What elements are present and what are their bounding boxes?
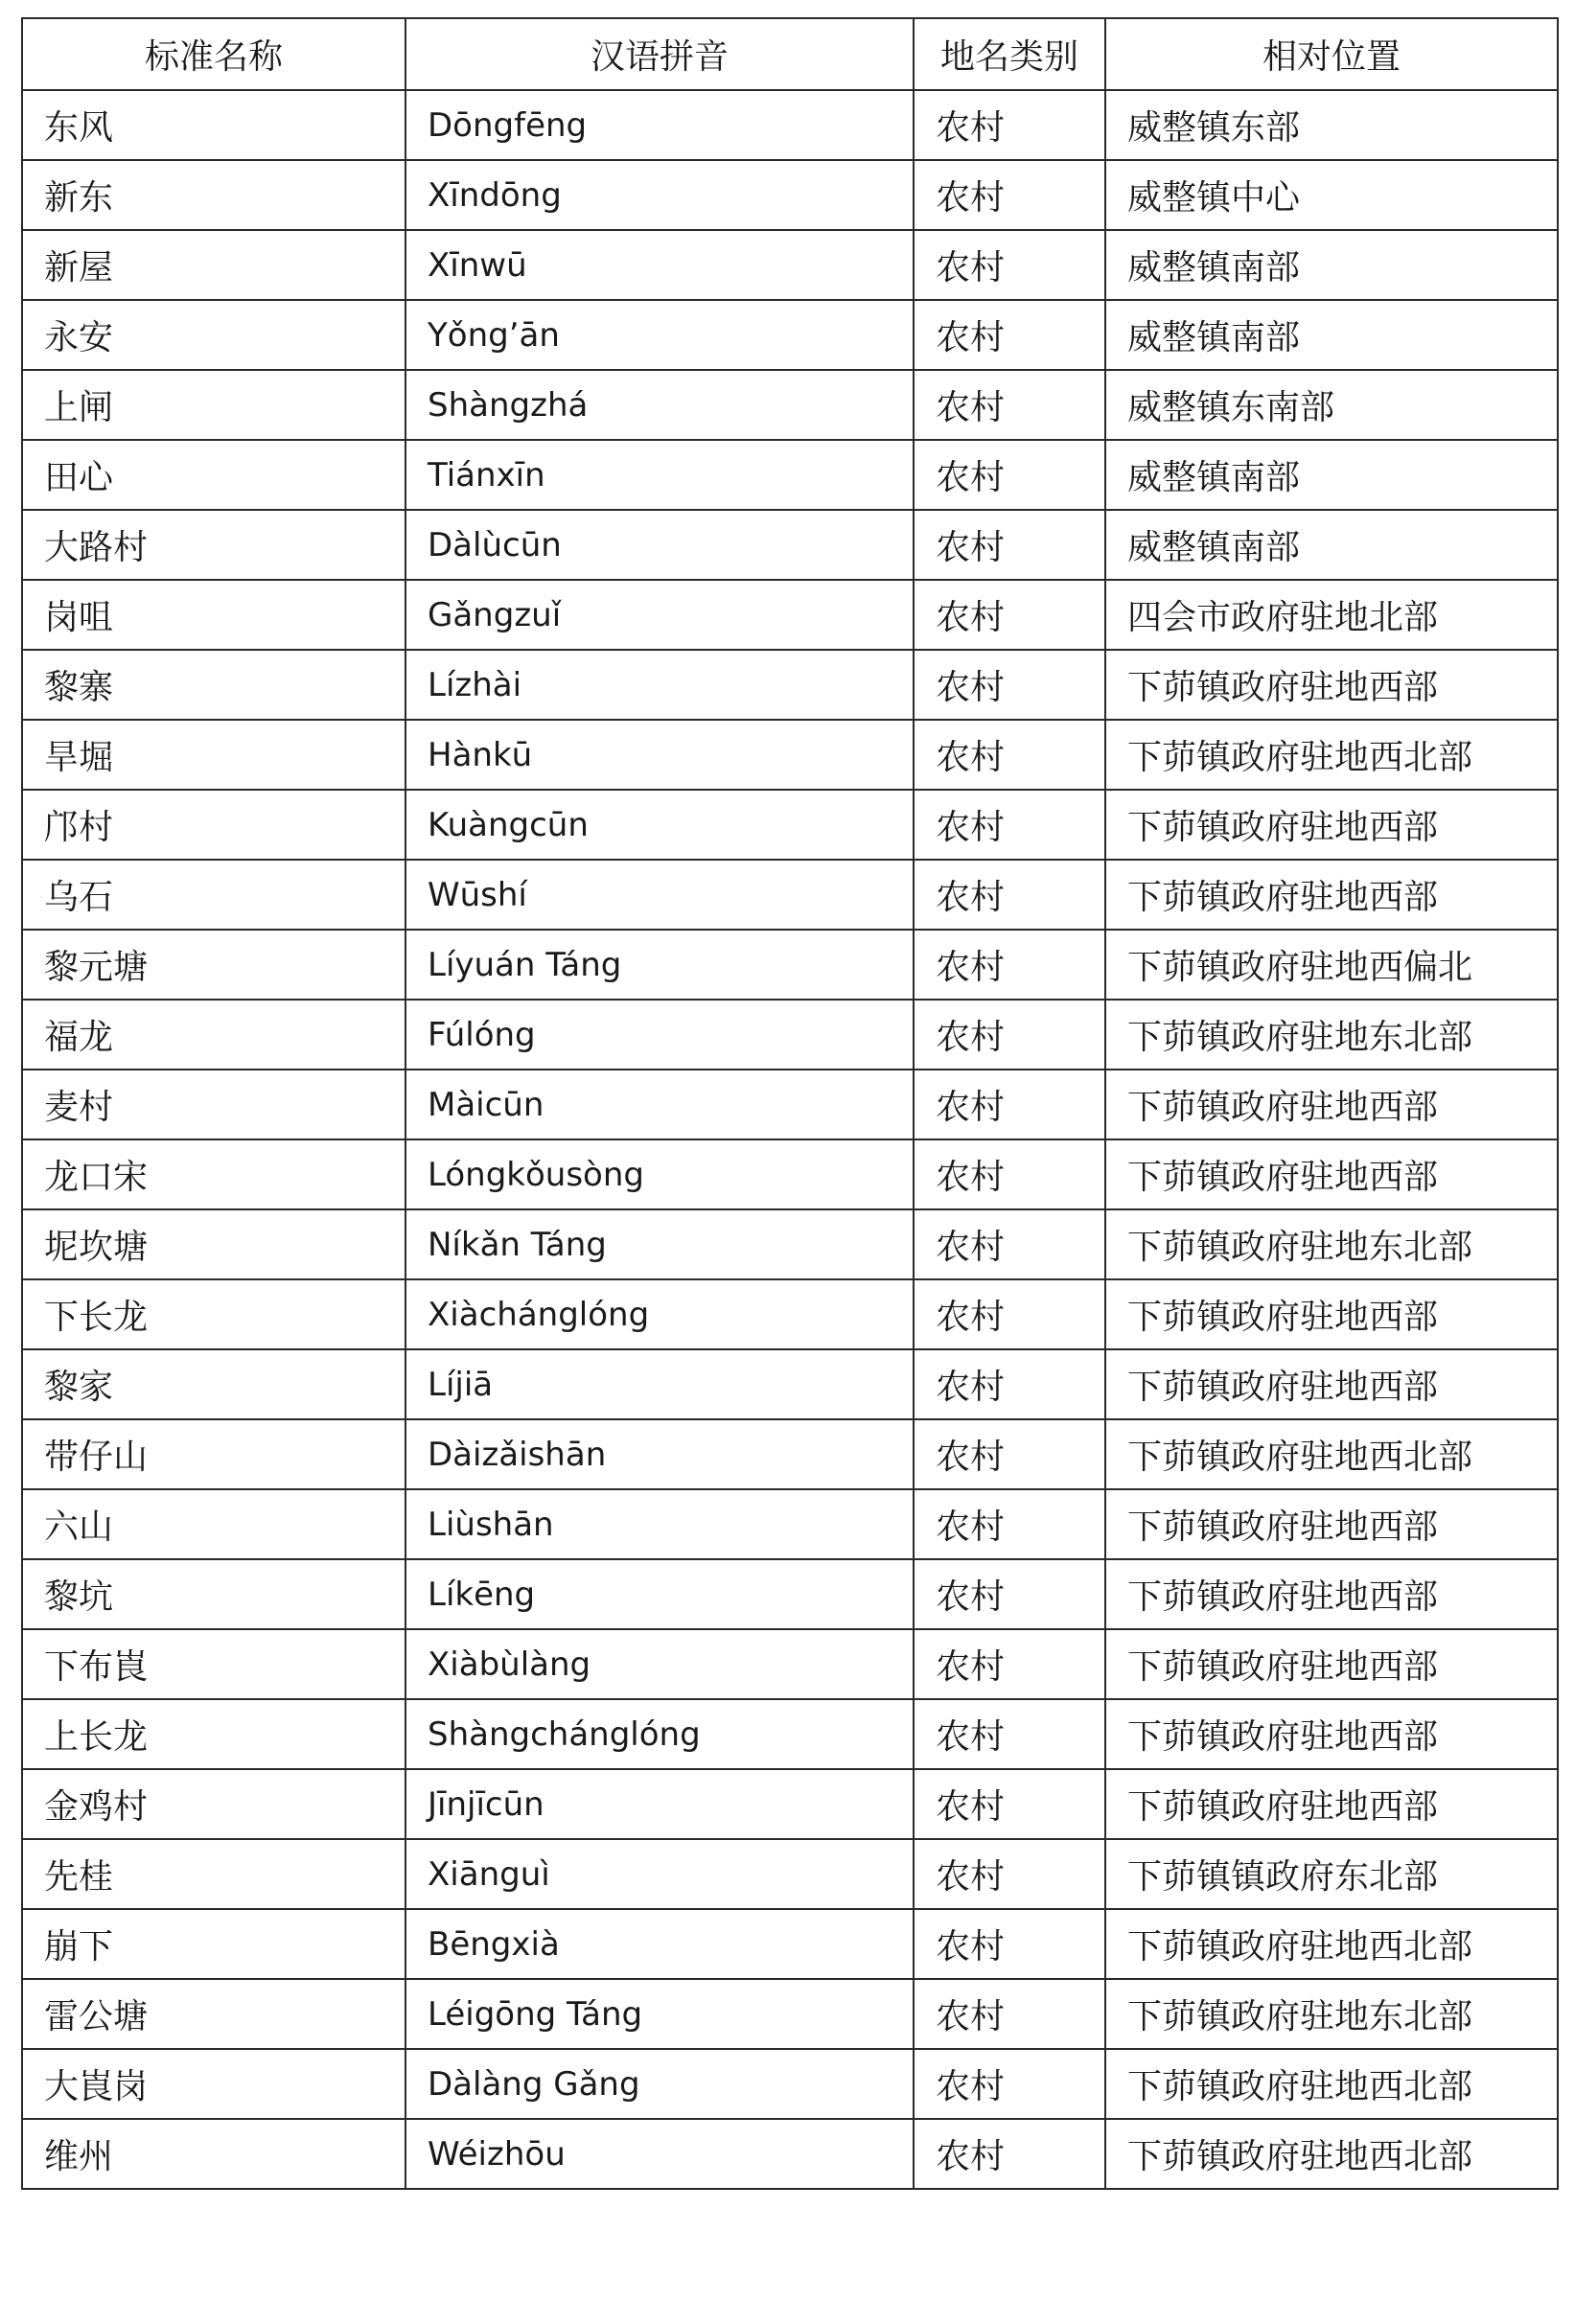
table-row (22, 720, 1558, 790)
table-row (22, 1070, 1558, 1139)
cell-pinyin: Xīnwū (405, 230, 914, 300)
cell-relative-position: 下茆镇政府驻地东北部 (1105, 1000, 1558, 1070)
cell-place-type: 农村 (914, 1209, 1105, 1279)
cell-pinyin: Líjiā (405, 1349, 914, 1419)
cell-relative-position: 下茆镇政府驻地西北部 (1105, 2049, 1558, 2119)
table-row (22, 1629, 1558, 1699)
cell-relative-position: 下茆镇政府驻地西部 (1105, 1489, 1558, 1559)
cell-place-type: 农村 (914, 1419, 1105, 1489)
cell-place-type: 农村 (914, 1349, 1105, 1419)
cell-standard-name: 黎坑 (22, 1559, 405, 1629)
cell-pinyin: Dàlùcūn (405, 510, 914, 580)
table-row (22, 580, 1558, 650)
table-row (22, 930, 1558, 1000)
cell-place-type: 农村 (914, 1769, 1105, 1839)
cell-place-type: 农村 (914, 1629, 1105, 1699)
cell-pinyin: Bēngxià (405, 1909, 914, 1979)
cell-place-type: 农村 (914, 510, 1105, 580)
cell-pinyin: Yǒng’ān (405, 300, 914, 370)
cell-standard-name: 新东 (22, 160, 405, 230)
header-place-type: 地名类别 (914, 18, 1105, 90)
cell-standard-name: 带仔山 (22, 1419, 405, 1489)
header-pinyin: 汉语拼音 (405, 18, 914, 90)
cell-relative-position: 威整镇东部 (1105, 90, 1558, 160)
table-row (22, 440, 1558, 510)
cell-place-type: 农村 (914, 930, 1105, 1000)
cell-standard-name: 新屋 (22, 230, 405, 300)
cell-standard-name: 上闸 (22, 370, 405, 440)
cell-pinyin: Gǎngzuǐ (405, 580, 914, 650)
cell-pinyin: Xiàchánglóng (405, 1279, 914, 1349)
cell-standard-name: 金鸡村 (22, 1769, 405, 1839)
cell-standard-name: 上长龙 (22, 1699, 405, 1769)
cell-place-type: 农村 (914, 1070, 1105, 1139)
table-row (22, 1489, 1558, 1559)
table-row (22, 90, 1558, 160)
cell-place-type: 农村 (914, 2119, 1105, 2189)
table-row (22, 510, 1558, 580)
cell-pinyin: Xiānguì (405, 1839, 914, 1909)
table-row (22, 860, 1558, 930)
cell-standard-name: 岗咀 (22, 580, 405, 650)
cell-relative-position: 下茆镇政府驻地西部 (1105, 1349, 1558, 1419)
table-row (22, 2119, 1558, 2189)
cell-standard-name: 黎家 (22, 1349, 405, 1419)
place-name-table (21, 17, 1559, 2190)
cell-standard-name: 东风 (22, 90, 405, 160)
cell-relative-position: 下茆镇镇政府东北部 (1105, 1839, 1558, 1909)
cell-relative-position: 威整镇中心 (1105, 160, 1558, 230)
cell-relative-position: 威整镇南部 (1105, 230, 1558, 300)
table-header (22, 18, 1558, 90)
header-row (22, 18, 1558, 90)
table-row (22, 1839, 1558, 1909)
cell-standard-name: 黎元塘 (22, 930, 405, 1000)
cell-standard-name: 邝村 (22, 790, 405, 860)
cell-place-type: 农村 (914, 1909, 1105, 1979)
cell-relative-position: 下茆镇政府驻地西部 (1105, 1629, 1558, 1699)
cell-standard-name: 六山 (22, 1489, 405, 1559)
table-row (22, 370, 1558, 440)
cell-relative-position: 下茆镇政府驻地西部 (1105, 1559, 1558, 1629)
cell-place-type: 农村 (914, 1979, 1105, 2049)
table-row (22, 1279, 1558, 1349)
cell-place-type: 农村 (914, 440, 1105, 510)
cell-standard-name: 永安 (22, 300, 405, 370)
cell-place-type: 农村 (914, 2049, 1105, 2119)
cell-pinyin: Shàngchánglóng (405, 1699, 914, 1769)
cell-place-type: 农村 (914, 1489, 1105, 1559)
cell-relative-position: 威整镇东南部 (1105, 370, 1558, 440)
cell-relative-position: 威整镇南部 (1105, 300, 1558, 370)
cell-pinyin: Hànkū (405, 720, 914, 790)
cell-standard-name: 下长龙 (22, 1279, 405, 1349)
table-row (22, 300, 1558, 370)
cell-place-type: 农村 (914, 370, 1105, 440)
cell-place-type: 农村 (914, 90, 1105, 160)
cell-pinyin: Wéizhōu (405, 2119, 914, 2189)
cell-relative-position: 下茆镇政府驻地西部 (1105, 1139, 1558, 1209)
cell-pinyin: Tiánxīn (405, 440, 914, 510)
cell-place-type: 农村 (914, 860, 1105, 930)
cell-standard-name: 先桂 (22, 1839, 405, 1909)
cell-standard-name: 雷公塘 (22, 1979, 405, 2049)
cell-standard-name: 崩下 (22, 1909, 405, 1979)
cell-place-type: 农村 (914, 1839, 1105, 1909)
table-row (22, 1909, 1558, 1979)
cell-relative-position: 下茆镇政府驻地西北部 (1105, 720, 1558, 790)
cell-place-type: 农村 (914, 230, 1105, 300)
cell-pinyin: Lízhài (405, 650, 914, 720)
cell-standard-name: 下布崀 (22, 1629, 405, 1699)
cell-pinyin: Liùshān (405, 1489, 914, 1559)
table-row (22, 1699, 1558, 1769)
cell-standard-name: 黎寨 (22, 650, 405, 720)
cell-standard-name: 福龙 (22, 1000, 405, 1070)
cell-pinyin: Xiàbùlàng (405, 1629, 914, 1699)
cell-relative-position: 威整镇南部 (1105, 510, 1558, 580)
cell-standard-name: 旱堀 (22, 720, 405, 790)
cell-pinyin: Shàngzhá (405, 370, 914, 440)
table-row (22, 1000, 1558, 1070)
table-row (22, 160, 1558, 230)
table-row (22, 650, 1558, 720)
cell-pinyin: Fúlóng (405, 1000, 914, 1070)
cell-place-type: 农村 (914, 1139, 1105, 1209)
table-row (22, 1139, 1558, 1209)
cell-standard-name: 乌石 (22, 860, 405, 930)
cell-relative-position: 下茆镇政府驻地西部 (1105, 1699, 1558, 1769)
cell-pinyin: Dàizǎishān (405, 1419, 914, 1489)
cell-pinyin: Lóngkǒusòng (405, 1139, 914, 1209)
cell-relative-position: 四会市政府驻地北部 (1105, 580, 1558, 650)
table-row (22, 230, 1558, 300)
cell-place-type: 农村 (914, 1279, 1105, 1349)
cell-relative-position: 威整镇南部 (1105, 440, 1558, 510)
cell-relative-position: 下茆镇政府驻地西部 (1105, 650, 1558, 720)
cell-pinyin: Líyuán Táng (405, 930, 914, 1000)
table-row (22, 2049, 1558, 2119)
cell-standard-name: 大崀岗 (22, 2049, 405, 2119)
cell-relative-position: 下茆镇政府驻地西部 (1105, 790, 1558, 860)
cell-place-type: 农村 (914, 300, 1105, 370)
cell-pinyin: Dàlàng Gǎng (405, 2049, 914, 2119)
cell-relative-position: 下茆镇政府驻地西北部 (1105, 2119, 1558, 2189)
cell-standard-name: 麦村 (22, 1070, 405, 1139)
cell-place-type: 农村 (914, 650, 1105, 720)
table-body (22, 90, 1558, 2189)
cell-relative-position: 下茆镇政府驻地西部 (1105, 1070, 1558, 1139)
cell-pinyin: Jīnjīcūn (405, 1769, 914, 1839)
cell-relative-position: 下茆镇政府驻地西部 (1105, 1769, 1558, 1839)
cell-place-type: 农村 (914, 1699, 1105, 1769)
table-row (22, 1979, 1558, 2049)
cell-pinyin: Líkēng (405, 1559, 914, 1629)
cell-relative-position: 下茆镇政府驻地西部 (1105, 1279, 1558, 1349)
cell-place-type: 农村 (914, 580, 1105, 650)
cell-place-type: 农村 (914, 1000, 1105, 1070)
cell-pinyin: Wūshí (405, 860, 914, 930)
table-row (22, 1349, 1558, 1419)
cell-place-type: 农村 (914, 160, 1105, 230)
cell-standard-name: 坭坎塘 (22, 1209, 405, 1279)
table-row (22, 790, 1558, 860)
cell-pinyin: Níkǎn Táng (405, 1209, 914, 1279)
cell-pinyin: Dōngfēng (405, 90, 914, 160)
cell-relative-position: 下茆镇政府驻地西偏北 (1105, 930, 1558, 1000)
cell-standard-name: 田心 (22, 440, 405, 510)
cell-pinyin: Màicūn (405, 1070, 914, 1139)
cell-place-type: 农村 (914, 790, 1105, 860)
cell-standard-name: 龙口宋 (22, 1139, 405, 1209)
cell-relative-position: 下茆镇政府驻地西北部 (1105, 1909, 1558, 1979)
cell-place-type: 农村 (914, 720, 1105, 790)
cell-pinyin: Xīndōng (405, 160, 914, 230)
table-row (22, 1209, 1558, 1279)
cell-place-type: 农村 (914, 1559, 1105, 1629)
cell-relative-position: 下茆镇政府驻地东北部 (1105, 1209, 1558, 1279)
table-row (22, 1419, 1558, 1489)
table-row (22, 1559, 1558, 1629)
cell-pinyin: Kuàngcūn (405, 790, 914, 860)
header-standard-name: 标准名称 (22, 18, 405, 90)
cell-relative-position: 下茆镇政府驻地西部 (1105, 860, 1558, 930)
cell-standard-name: 维州 (22, 2119, 405, 2189)
header-relative-position: 相对位置 (1105, 18, 1558, 90)
table-row (22, 1769, 1558, 1839)
cell-pinyin: Léigōng Táng (405, 1979, 914, 2049)
cell-relative-position: 下茆镇政府驻地东北部 (1105, 1979, 1558, 2049)
cell-relative-position: 下茆镇政府驻地西北部 (1105, 1419, 1558, 1489)
cell-standard-name: 大路村 (22, 510, 405, 580)
